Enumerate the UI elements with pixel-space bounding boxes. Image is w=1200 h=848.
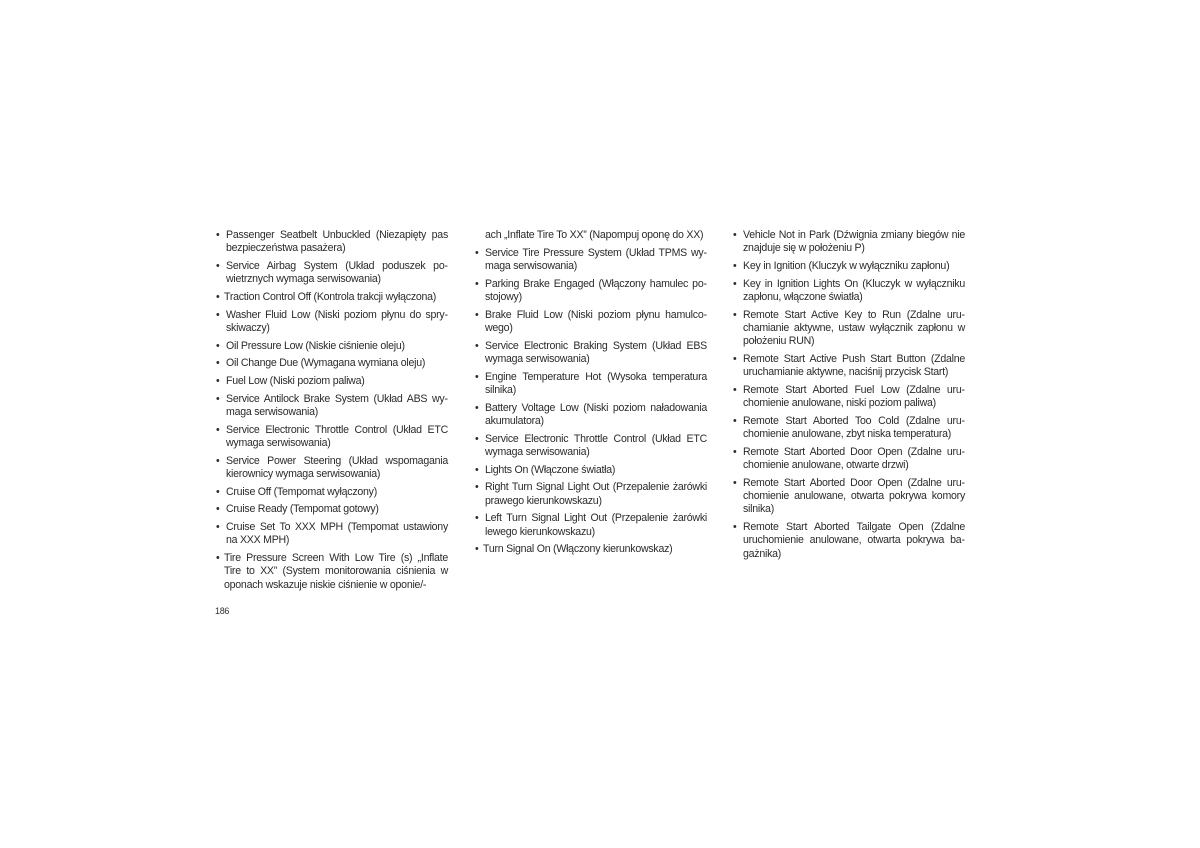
list-item: • Remote Start Aborted Door Open (Zdalne uruchomienie anulowane, otwarta pokrywa komory silnika) <box>733 477 965 517</box>
list-item: • Service Airbag System (Układ poduszek powietrznych wymaga serwisowania) <box>216 260 448 287</box>
list-item: • Cruise Ready (Tempomat gotowy) <box>216 503 448 516</box>
list-item: • Remote Start Aborted Fuel Low (Zdalne uruchomienie anulowane, niski poziom paliwa) <box>733 384 965 411</box>
list-item: • Turn Signal On (Włączony kierunkowskaz) <box>475 543 707 556</box>
list-item: • Parking Brake Engaged (Włączony hamulec postojowy) <box>475 278 707 305</box>
list-item: • Battery Voltage Low (Niski poziom naładowania akumulatora) <box>475 402 707 429</box>
list-item: • Service Tire Pressure System (Układ TPMS wymaga serwisowania) <box>475 247 707 274</box>
list-item: • Remote Start Aborted Tailgate Open (Zdalne uruchomienie anulowane, otwarta pokrywa bagażnika) <box>733 521 965 561</box>
list-item: • Tire Pressure Screen With Low Tire (s) „Inflate Tire to XX” (System monitorowania ciśnienia w oponach wskazuje niskie ciśnienie w oponie/- <box>216 552 448 592</box>
list-item: • Remote Start Active Push Start Button (Zdalne uruchamianie aktywne, naciśnij przycisk Start) <box>733 353 965 380</box>
list-item: • Key in Ignition Lights On (Kluczyk w wyłączniku zapłonu, włączone światła) <box>733 278 965 305</box>
list-item: • Service Power Steering (Układ wspomagania kierownicy wymaga serwisowania) <box>216 455 448 482</box>
list-item: • Remote Start Aborted Too Cold (Zdalne uruchomienie anulowane, zbyt niska temperatura) <box>733 415 965 442</box>
list-item: • Engine Temperature Hot (Wysoka temperatura silnika) <box>475 371 707 398</box>
list-item: • Service Antilock Brake System (Układ ABS wymaga serwisowania) <box>216 393 448 420</box>
list-item-continuation: ach „Inflate Tire To XX” (Napompuj oponę do XX) <box>485 229 704 241</box>
list-item: • Left Turn Signal Light Out (Przepalenie żarówki lewego kierunkowskazu) <box>475 512 707 539</box>
column-middle <box>475 229 707 561</box>
list-item: • Lights On (Włączone światła) <box>475 464 707 477</box>
list-item: • Oil Pressure Low (Niskie ciśnienie oleju) <box>216 340 448 353</box>
page-number: 186 <box>215 606 230 616</box>
list-item: • Oil Change Due (Wymagana wymiana oleju) <box>216 357 448 370</box>
list-item: • Remote Start Aborted Door Open (Zdalne uruchomienie anulowane, otwarte drzwi) <box>733 446 965 473</box>
list-item: • Washer Fluid Low (Niski poziom płynu do spryskiwaczy) <box>216 309 448 336</box>
list-item: • Cruise Set To XXX MPH (Tempomat ustawiony na XXX MPH) <box>216 521 448 548</box>
list-item: • Traction Control Off (Kontrola trakcji wyłączona) <box>216 291 448 304</box>
column-left <box>216 229 448 596</box>
list-item: • Passenger Seatbelt Unbuckled (Niezapięty pas bezpieczeństwa pasażera) <box>216 229 448 256</box>
list-item: • Right Turn Signal Light Out (Przepalenie żarówki prawego kierunkowskazu) <box>475 481 707 508</box>
list-item: • Cruise Off (Tempomat wyłączony) <box>216 486 448 499</box>
list-item: • Remote Start Active Key to Run (Zdalne uruchamianie aktywne, ustaw wyłącznik zapłonu w położeniu RUN) <box>733 309 965 349</box>
column-right <box>733 229 965 565</box>
list-item: • Service Electronic Braking System (Układ EBS wymaga serwisowania) <box>475 340 707 367</box>
list-item: • Brake Fluid Low (Niski poziom płynu hamulcowego) <box>475 309 707 336</box>
list-item: • Key in Ignition (Kluczyk w wyłączniku zapłonu) <box>733 260 965 273</box>
list-item: • Service Electronic Throttle Control (Układ ETC wymaga serwisowania) <box>216 424 448 451</box>
list-item: • Fuel Low (Niski poziom paliwa) <box>216 375 448 388</box>
list-item: • Vehicle Not in Park (Dźwignia zmiany biegów nie znajduje się w położeniu P) <box>733 229 965 256</box>
list-item: • Service Electronic Throttle Control (Układ ETC wymaga serwisowania) <box>475 433 707 460</box>
